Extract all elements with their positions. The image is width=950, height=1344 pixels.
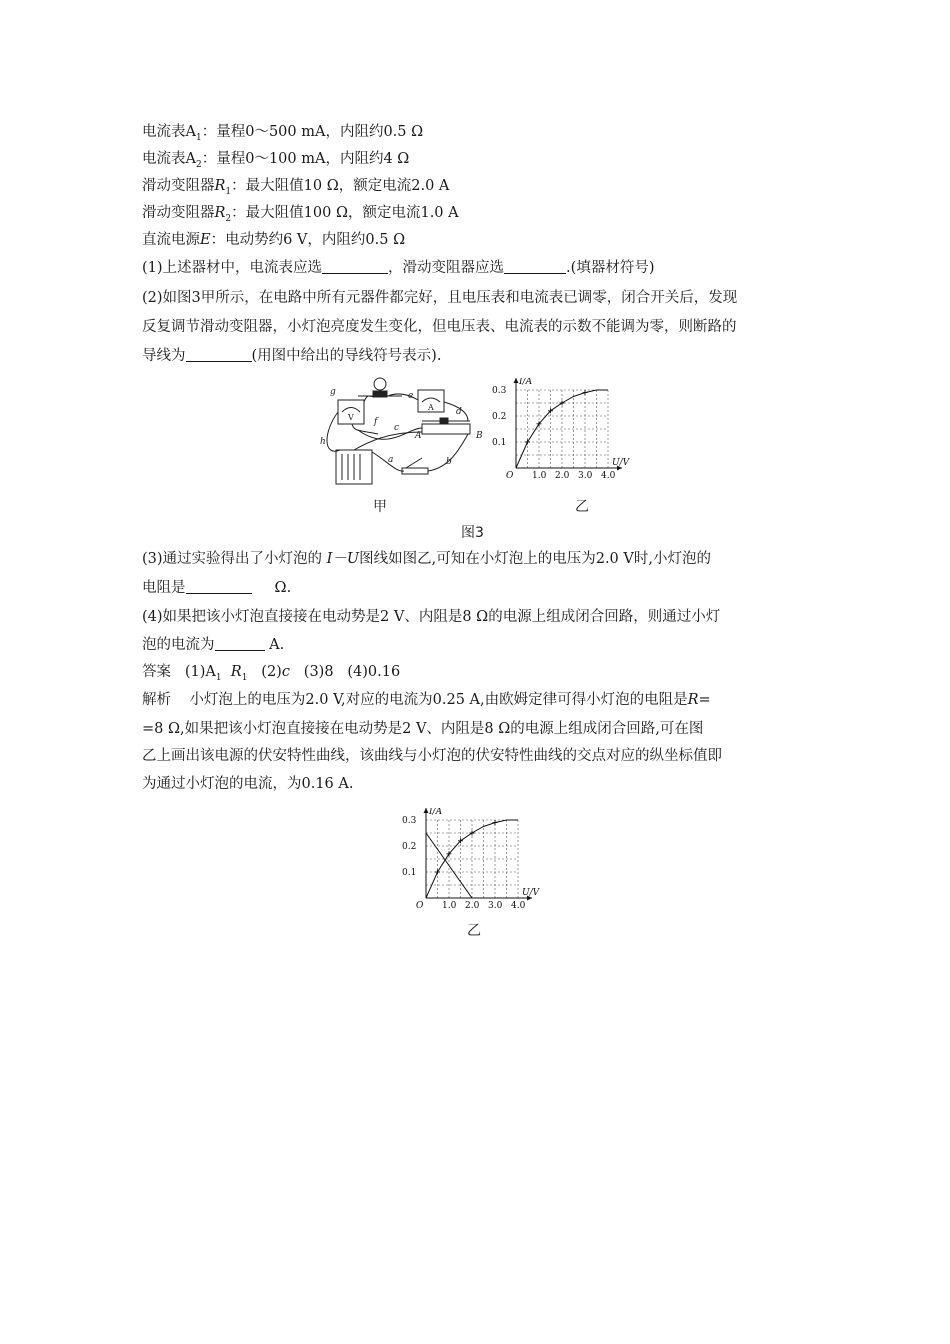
data-point [435, 870, 440, 875]
question-2-line-3: 导线为 (用图中给出的导线符号表示). [142, 348, 442, 364]
subfigure-label-a: 甲 [373, 499, 387, 515]
wire-label: f [374, 417, 378, 427]
switch-icon [402, 468, 428, 474]
spec-line-ammeter-1: 电流表$A_1$：量程0～500 mA，内阻约0.5 Ω [142, 124, 424, 143]
iu-chart-top [490, 378, 640, 488]
question-3-line-1: (3)通过实验得出了小灯泡的 I－U图线如图乙,可知在小灯泡上的电压为2.0 V时,小灯泡的 [142, 551, 711, 567]
spec-line-rheostat-1: 滑动变阻器$R_1$：最大阻值10 Ω，额定电流2.0 A [142, 178, 450, 197]
wire-label: a [388, 455, 394, 465]
y-tick-label: 0.2 [402, 842, 417, 852]
voltmeter-label: V [348, 413, 354, 422]
y-tick-label: 0.3 [402, 816, 417, 826]
iu-chart-bottom [400, 808, 550, 918]
origin-label: O [416, 901, 424, 911]
answer-blank [215, 636, 265, 651]
y-axis-arrow [514, 378, 519, 383]
x-tick-label: 3.0 [488, 901, 503, 911]
y-tick-label: 0.3 [492, 386, 507, 396]
question-4-line-1: (4)如果把该小灯泡直接接在电动势是2 V、内阻是8 Ω的电源上组成闭合回路，则通过小灯 [142, 609, 721, 625]
wire-label: c [394, 423, 400, 433]
bulb-icon [374, 378, 386, 390]
subfigure-label-b: 乙 [575, 499, 589, 515]
x-tick-label: 4.0 [601, 471, 616, 481]
wire-label: h [320, 437, 326, 447]
wire-label: e [408, 391, 414, 401]
data-point [493, 820, 498, 825]
answer-blank [504, 259, 566, 274]
analysis-line-2: =8 Ω,如果把该小灯泡直接接在电动势是2 V、内阻是8 Ω的电源上组成闭合回路,可在图 [142, 721, 704, 737]
analysis-line-1: 解析 小灯泡上的电压为2.0 V,对应的电流为0.25 A,由欧姆定律可得小灯泡的电阻是R= [142, 692, 711, 708]
terminal-label: A [415, 431, 422, 441]
y-tick-label: 0.1 [492, 438, 507, 448]
question-4-line-2: 泡的电流为 A. [142, 637, 285, 653]
subfigure-label-b-bottom: 乙 [467, 923, 481, 939]
answer-blank [186, 347, 252, 362]
figure-caption: 图3 [461, 525, 484, 541]
data-point [583, 390, 588, 395]
ammeter-label: A [428, 403, 434, 412]
wire-label: b [446, 457, 452, 467]
data-point [525, 440, 530, 445]
terminal-label: B [476, 431, 483, 441]
spec-line-power-source: 直流电源E：电动势约6 V，内阻约0.5 Ω [142, 232, 406, 248]
circuit-diagram [318, 372, 498, 490]
question-1: (1)上述器材中，电流表应选 ，滑动变阻器应选 .(填器材符号) [142, 260, 655, 276]
wire-label: d [456, 407, 462, 417]
y-axis-label: I/A [429, 808, 443, 817]
x-tick-label: 1.0 [442, 901, 457, 911]
y-axis-label: I/A [519, 378, 533, 387]
origin-label: O [506, 471, 514, 481]
question-3-line-2: 电阻是 Ω. [142, 580, 292, 596]
wire-label: g [330, 387, 336, 397]
x-tick-label: 2.0 [555, 471, 570, 481]
x-tick-label: 3.0 [578, 471, 593, 481]
rheostat-icon [422, 424, 470, 434]
spec-line-rheostat-2: 滑动变阻器$R_2$：最大阻值100 Ω，额定电流1.0 A [142, 205, 459, 224]
x-axis-label: U/V [522, 888, 540, 898]
answer-line: 答案 $(1)A_1$ $R_1$ (2)c (3)8 (4)0.16 [142, 664, 401, 683]
x-axis-label: U/V [612, 458, 630, 468]
y-tick-label: 0.2 [492, 412, 507, 422]
analysis-line-4: 为通过小灯泡的电流，为0.16 A. [142, 776, 354, 792]
spec-line-ammeter-2: 电流表$A_2$：量程0～100 mA，内阻约4 Ω [142, 151, 410, 170]
analysis-line-3: 乙上画出该电源的伏安特性曲线，该曲线与小灯泡的伏安特性曲线的交点对应的纵坐标值即 [142, 748, 722, 764]
y-tick-label: 0.1 [402, 868, 417, 878]
x-tick-label: 4.0 [511, 901, 526, 911]
question-2-line-2: 反复调节滑动变阻器，小灯泡亮度发生变化，但电压表、电流表的示数不能调为零，则断路的 [142, 319, 737, 335]
y-axis-arrow [424, 808, 429, 813]
answer-blank [186, 579, 252, 594]
x-tick-label: 2.0 [465, 901, 480, 911]
answer-blank [322, 259, 388, 274]
question-2-line-1: (2)如图3甲所示，在电路中所有元器件都完好，且电压表和电流表已调零，闭合开关后，发现 [142, 290, 738, 306]
x-tick-label: 1.0 [532, 471, 547, 481]
